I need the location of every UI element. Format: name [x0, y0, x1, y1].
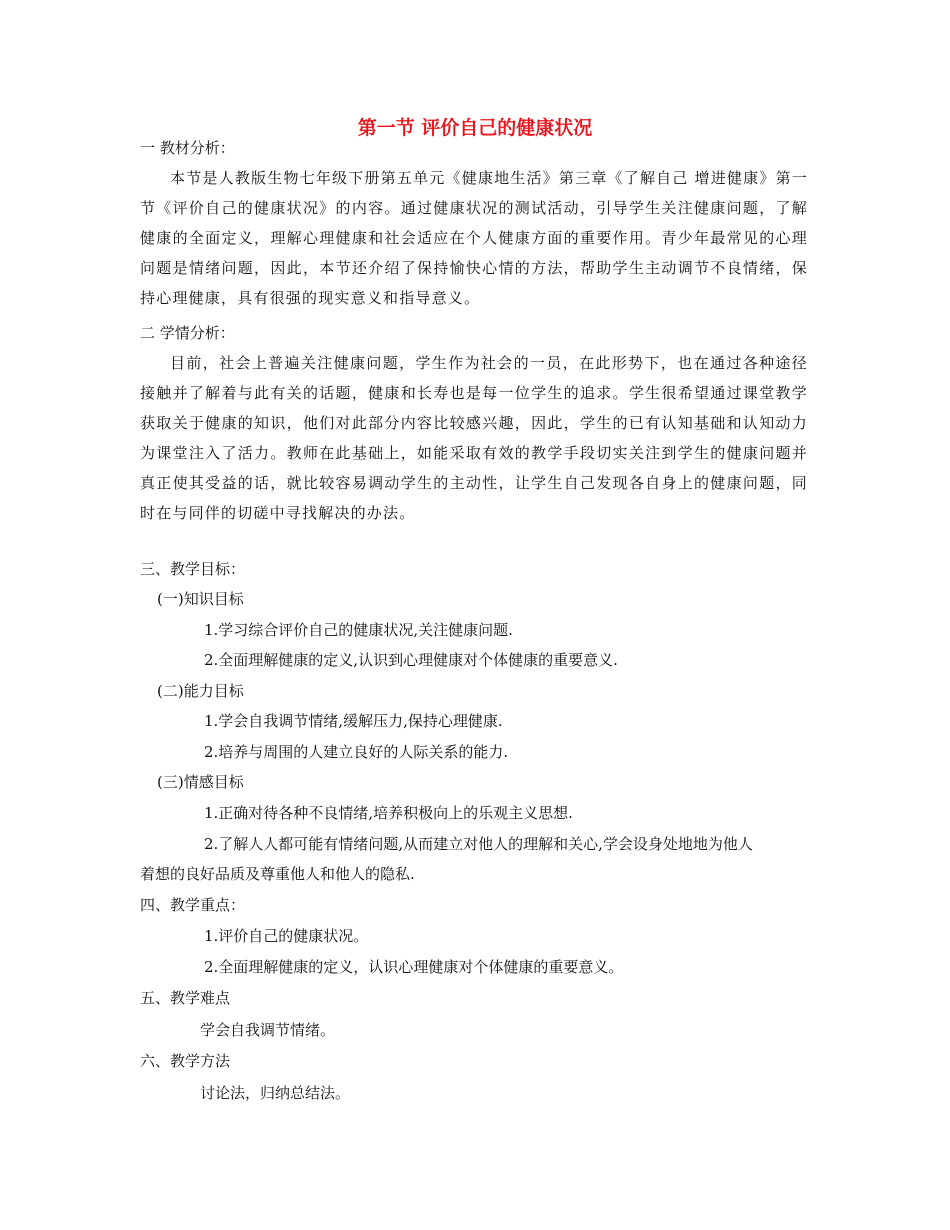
ability-goal-2: 2.培养与周围的人建立良好的人际关系的能力. [204, 743, 509, 761]
knowledge-goal-1: 1.学习综合评价自己的健康状况,关注健康问题. [204, 621, 513, 639]
section-heading-student-analysis: 二 学情分析： [140, 324, 235, 342]
ability-goal-1: 1.学会自我调节情绪,缓解压力,保持心理健康. [204, 712, 503, 730]
key-point-2: 2.全面理解健康的定义，认识心理健康对个体健康的重要意义。 [204, 958, 624, 976]
section-heading-difficulties: 五、教学难点 [140, 989, 231, 1007]
emotion-goal-2-line-1: 2.了解人人都可能有情绪问题,从而建立对他人的理解和关心,学会设身处地地为他人 [204, 835, 753, 853]
subheading-ability-goals: (二)能力目标 [157, 682, 244, 700]
emotion-goal-2-line-2: 着想的良好品质及尊重他人和他人的隐私. [140, 865, 415, 883]
knowledge-goal-2: 2.全面理解健康的定义,认识到心理健康对个体健康的重要意义. [204, 651, 618, 669]
subheading-knowledge-goals: (一)知识目标 [157, 590, 244, 608]
key-point-1: 1.评价自己的健康状况。 [204, 927, 369, 945]
section-heading-methods: 六、教学方法 [140, 1052, 231, 1070]
emotion-goal-1: 1.正确对待各种不良情绪,培养积极向上的乐观主义思想. [204, 804, 573, 822]
paragraph-student-analysis: 目前，社会上普遍关注健康问题，学生作为社会的一员，在此形势下，也在通过各种途径接触并了解着与此有关的话题，健康和长寿也是每一位学生的追求。学生很希望通过课堂教学获取关于健康的知识，他们对此部分内容比较感兴趣，因此，学生的已有认知基础和认知动力为课堂注入了活力。教师在此基础上，如能采取有效的教学手段切实关注到学生的健康问题并真正使其受益的话，就比较容易调动学生的主动性，让学生自己发现各自身上的健康问题，同时在与同伴的切磋中寻找解决的办法。 [140, 354, 808, 522]
subheading-emotion-goals: (三)情感目标 [157, 773, 244, 791]
section-heading-textbook-analysis: 一 教材分析： [140, 139, 235, 157]
difficulty-text: 学会自我调节情绪。 [200, 1021, 336, 1039]
page-title: 第一节 评价自己的健康状况 [357, 117, 593, 139]
methods-text: 讨论法，归纳总结法。 [200, 1084, 351, 1102]
paragraph-textbook-analysis: 本节是人教版生物七年级下册第五单元《健康地生活》第三章《了解自己 增进健康》第一节《评价自己的健康状况》的内容。通过健康状况的测试活动，引导学生关注健康问题，了解健康的全面定义，理解心理健康和社会适应在个人健康方面的重要作用。青少年最常见的心理问题是情绪问题，因此，本节还介绍了保持愉快心情的方法，帮助学生主动调节不良情绪，保持心理健康，具有很强的现实意义和指导意义。 [140, 169, 808, 307]
section-heading-teaching-goals: 三、教学目标： [140, 560, 246, 578]
section-heading-key-points: 四、教学重点： [140, 896, 246, 914]
